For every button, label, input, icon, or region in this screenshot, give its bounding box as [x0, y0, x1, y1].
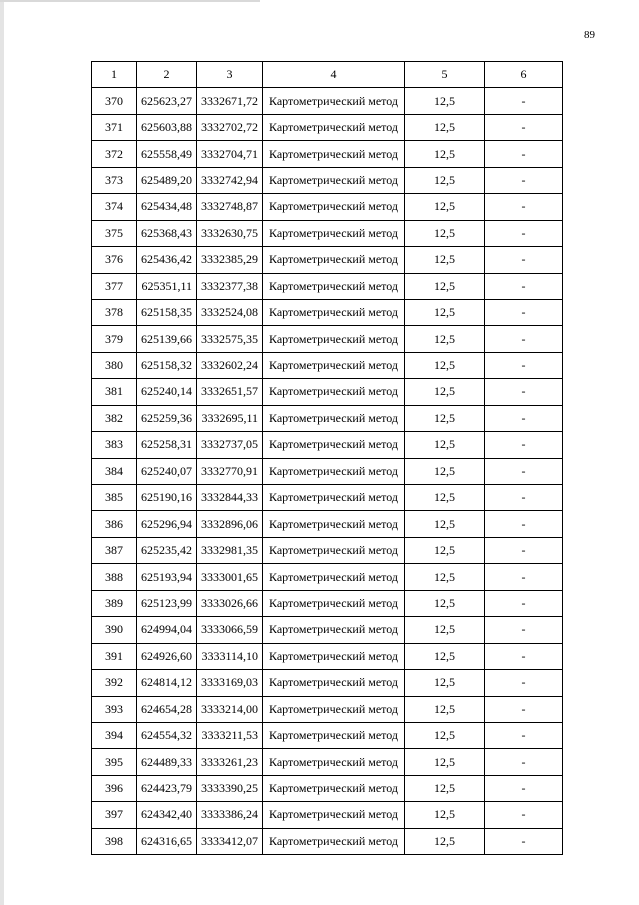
accuracy-cell: 12,5 [405, 485, 485, 511]
x-coordinate-cell: 624316,65 [137, 828, 197, 854]
y-coordinate-cell: 3332651,57 [197, 379, 263, 405]
x-coordinate-cell: 624814,12 [137, 670, 197, 696]
y-coordinate-cell: 3332896,06 [197, 511, 263, 537]
note-cell: - [485, 273, 563, 299]
note-cell: - [485, 511, 563, 537]
table-row [92, 220, 563, 246]
point-number-cell: 382 [92, 405, 137, 431]
point-number-cell: 371 [92, 114, 137, 140]
table-row [92, 299, 563, 325]
y-coordinate-cell: 3333261,23 [197, 749, 263, 775]
point-number-cell: 389 [92, 590, 137, 616]
y-coordinate-cell: 3332770,91 [197, 458, 263, 484]
table-row [92, 379, 563, 405]
point-number-cell: 388 [92, 564, 137, 590]
accuracy-cell: 12,5 [405, 379, 485, 405]
note-cell: - [485, 828, 563, 854]
table-row [92, 696, 563, 722]
note-cell: - [485, 220, 563, 246]
point-number-cell: 377 [92, 273, 137, 299]
method-cell: Картометрический метод [263, 379, 405, 405]
y-coordinate-cell: 3332671,72 [197, 88, 263, 114]
x-coordinate-cell: 624342,40 [137, 802, 197, 828]
scan-edge-shadow [0, 0, 4, 905]
x-coordinate-cell: 625158,32 [137, 352, 197, 378]
x-coordinate-cell: 625296,94 [137, 511, 197, 537]
table-row [92, 775, 563, 801]
note-cell: - [485, 88, 563, 114]
x-coordinate-cell: 625139,66 [137, 326, 197, 352]
note-cell: - [485, 564, 563, 590]
x-coordinate-cell: 625240,07 [137, 458, 197, 484]
method-cell: Картометрический метод [263, 828, 405, 854]
point-number-cell: 385 [92, 485, 137, 511]
note-cell: - [485, 696, 563, 722]
method-cell: Картометрический метод [263, 458, 405, 484]
x-coordinate-cell: 625259,36 [137, 405, 197, 431]
table-row [92, 167, 563, 193]
note-cell: - [485, 643, 563, 669]
y-coordinate-cell: 3332630,75 [197, 220, 263, 246]
accuracy-cell: 12,5 [405, 802, 485, 828]
x-coordinate-cell: 625123,99 [137, 590, 197, 616]
y-coordinate-cell: 3333169,03 [197, 670, 263, 696]
accuracy-cell: 12,5 [405, 643, 485, 669]
column-header: 5 [405, 62, 485, 88]
y-coordinate-cell: 3333114,10 [197, 643, 263, 669]
table-row [92, 802, 563, 828]
accuracy-cell: 12,5 [405, 590, 485, 616]
note-cell: - [485, 802, 563, 828]
accuracy-cell: 12,5 [405, 617, 485, 643]
x-coordinate-cell: 625240,14 [137, 379, 197, 405]
method-cell: Картометрический метод [263, 432, 405, 458]
note-cell: - [485, 458, 563, 484]
column-header: 6 [485, 62, 563, 88]
table-row [92, 141, 563, 167]
x-coordinate-cell: 625351,11 [137, 273, 197, 299]
method-cell: Картометрический метод [263, 141, 405, 167]
point-number-cell: 384 [92, 458, 137, 484]
method-cell: Картометрический метод [263, 749, 405, 775]
y-coordinate-cell: 3332981,35 [197, 537, 263, 563]
x-coordinate-cell: 625489,20 [137, 167, 197, 193]
x-coordinate-cell: 625623,27 [137, 88, 197, 114]
accuracy-cell: 12,5 [405, 299, 485, 325]
y-coordinate-cell: 3332695,11 [197, 405, 263, 431]
method-cell: Картометрический метод [263, 273, 405, 299]
method-cell: Картометрический метод [263, 88, 405, 114]
point-number-cell: 379 [92, 326, 137, 352]
point-number-cell: 372 [92, 141, 137, 167]
x-coordinate-cell: 625558,49 [137, 141, 197, 167]
y-coordinate-cell: 3332704,71 [197, 141, 263, 167]
note-cell: - [485, 352, 563, 378]
table-row [92, 273, 563, 299]
x-coordinate-cell: 624926,60 [137, 643, 197, 669]
method-cell: Картометрический метод [263, 802, 405, 828]
note-cell: - [485, 749, 563, 775]
table-row [92, 643, 563, 669]
x-coordinate-cell: 625193,94 [137, 564, 197, 590]
point-number-cell: 397 [92, 802, 137, 828]
point-number-cell: 383 [92, 432, 137, 458]
accuracy-cell: 12,5 [405, 167, 485, 193]
x-coordinate-cell: 625258,31 [137, 432, 197, 458]
y-coordinate-cell: 3332602,24 [197, 352, 263, 378]
page-number: 89 [584, 29, 595, 41]
scan-top-edge [0, 0, 260, 2]
accuracy-cell: 12,5 [405, 326, 485, 352]
method-cell: Картометрический метод [263, 405, 405, 431]
x-coordinate-cell: 624489,33 [137, 749, 197, 775]
accuracy-cell: 12,5 [405, 828, 485, 854]
method-cell: Картометрический метод [263, 537, 405, 563]
point-number-cell: 370 [92, 88, 137, 114]
accuracy-cell: 12,5 [405, 722, 485, 748]
coordinates-table [91, 61, 563, 855]
method-cell: Картометрический метод [263, 352, 405, 378]
x-coordinate-cell: 625436,42 [137, 247, 197, 273]
point-number-cell: 380 [92, 352, 137, 378]
point-number-cell: 376 [92, 247, 137, 273]
accuracy-cell: 12,5 [405, 537, 485, 563]
y-coordinate-cell: 3332377,38 [197, 273, 263, 299]
accuracy-cell: 12,5 [405, 220, 485, 246]
y-coordinate-cell: 3333390,25 [197, 775, 263, 801]
accuracy-cell: 12,5 [405, 141, 485, 167]
column-header: 2 [137, 62, 197, 88]
table-row [92, 405, 563, 431]
y-coordinate-cell: 3333214,00 [197, 696, 263, 722]
method-cell: Картометрический метод [263, 617, 405, 643]
table-row [92, 326, 563, 352]
method-cell: Картометрический метод [263, 696, 405, 722]
accuracy-cell: 12,5 [405, 273, 485, 299]
method-cell: Картометрический метод [263, 220, 405, 246]
point-number-cell: 387 [92, 537, 137, 563]
note-cell: - [485, 590, 563, 616]
y-coordinate-cell: 3333066,59 [197, 617, 263, 643]
note-cell: - [485, 670, 563, 696]
y-coordinate-cell: 3332844,33 [197, 485, 263, 511]
point-number-cell: 381 [92, 379, 137, 405]
note-cell: - [485, 405, 563, 431]
method-cell: Картометрический метод [263, 194, 405, 220]
accuracy-cell: 12,5 [405, 696, 485, 722]
y-coordinate-cell: 3333026,66 [197, 590, 263, 616]
point-number-cell: 386 [92, 511, 137, 537]
table-row [92, 458, 563, 484]
point-number-cell: 378 [92, 299, 137, 325]
x-coordinate-cell: 625158,35 [137, 299, 197, 325]
note-cell: - [485, 485, 563, 511]
note-cell: - [485, 247, 563, 273]
table-row [92, 617, 563, 643]
note-cell: - [485, 114, 563, 140]
table-body [92, 88, 563, 855]
y-coordinate-cell: 3333412,07 [197, 828, 263, 854]
point-number-cell: 373 [92, 167, 137, 193]
method-cell: Картометрический метод [263, 167, 405, 193]
method-cell: Картометрический метод [263, 775, 405, 801]
table-row [92, 722, 563, 748]
point-number-cell: 396 [92, 775, 137, 801]
method-cell: Картометрический метод [263, 247, 405, 273]
x-coordinate-cell: 624994,04 [137, 617, 197, 643]
table-row [92, 88, 563, 114]
point-number-cell: 394 [92, 722, 137, 748]
x-coordinate-cell: 625368,43 [137, 220, 197, 246]
x-coordinate-cell: 625235,42 [137, 537, 197, 563]
y-coordinate-cell: 3332742,94 [197, 167, 263, 193]
point-number-cell: 391 [92, 643, 137, 669]
note-cell: - [485, 326, 563, 352]
x-coordinate-cell: 625434,48 [137, 194, 197, 220]
method-cell: Картометрический метод [263, 564, 405, 590]
method-cell: Картометрический метод [263, 114, 405, 140]
table-row [92, 247, 563, 273]
y-coordinate-cell: 3333386,24 [197, 802, 263, 828]
method-cell: Картометрический метод [263, 326, 405, 352]
accuracy-cell: 12,5 [405, 88, 485, 114]
method-cell: Картометрический метод [263, 722, 405, 748]
note-cell: - [485, 141, 563, 167]
note-cell: - [485, 617, 563, 643]
note-cell: - [485, 379, 563, 405]
table-row [92, 537, 563, 563]
table-row [92, 749, 563, 775]
note-cell: - [485, 775, 563, 801]
table-row [92, 432, 563, 458]
note-cell: - [485, 432, 563, 458]
note-cell: - [485, 722, 563, 748]
accuracy-cell: 12,5 [405, 511, 485, 537]
method-cell: Картометрический метод [263, 511, 405, 537]
y-coordinate-cell: 3333211,53 [197, 722, 263, 748]
table-row [92, 485, 563, 511]
column-header: 4 [263, 62, 405, 88]
accuracy-cell: 12,5 [405, 194, 485, 220]
method-cell: Картометрический метод [263, 643, 405, 669]
accuracy-cell: 12,5 [405, 749, 485, 775]
accuracy-cell: 12,5 [405, 775, 485, 801]
table-row [92, 194, 563, 220]
method-cell: Картометрический метод [263, 299, 405, 325]
y-coordinate-cell: 3332748,87 [197, 194, 263, 220]
point-number-cell: 398 [92, 828, 137, 854]
y-coordinate-cell: 3332575,35 [197, 326, 263, 352]
accuracy-cell: 12,5 [405, 564, 485, 590]
accuracy-cell: 12,5 [405, 458, 485, 484]
note-cell: - [485, 299, 563, 325]
x-coordinate-cell: 625190,16 [137, 485, 197, 511]
column-header: 1 [92, 62, 137, 88]
column-header: 3 [197, 62, 263, 88]
note-cell: - [485, 167, 563, 193]
accuracy-cell: 12,5 [405, 432, 485, 458]
accuracy-cell: 12,5 [405, 405, 485, 431]
table-header-row [92, 62, 563, 88]
x-coordinate-cell: 624654,28 [137, 696, 197, 722]
note-cell: - [485, 537, 563, 563]
y-coordinate-cell: 3333001,65 [197, 564, 263, 590]
table-row [92, 352, 563, 378]
accuracy-cell: 12,5 [405, 352, 485, 378]
point-number-cell: 375 [92, 220, 137, 246]
method-cell: Картометрический метод [263, 670, 405, 696]
x-coordinate-cell: 624554,32 [137, 722, 197, 748]
table-row [92, 564, 563, 590]
method-cell: Картометрический метод [263, 590, 405, 616]
method-cell: Картометрический метод [263, 485, 405, 511]
table-row [92, 670, 563, 696]
point-number-cell: 393 [92, 696, 137, 722]
x-coordinate-cell: 624423,79 [137, 775, 197, 801]
point-number-cell: 374 [92, 194, 137, 220]
x-coordinate-cell: 625603,88 [137, 114, 197, 140]
table-row [92, 828, 563, 854]
accuracy-cell: 12,5 [405, 247, 485, 273]
y-coordinate-cell: 3332385,29 [197, 247, 263, 273]
table-row [92, 114, 563, 140]
accuracy-cell: 12,5 [405, 114, 485, 140]
note-cell: - [485, 194, 563, 220]
y-coordinate-cell: 3332737,05 [197, 432, 263, 458]
table-row [92, 590, 563, 616]
point-number-cell: 392 [92, 670, 137, 696]
y-coordinate-cell: 3332524,08 [197, 299, 263, 325]
point-number-cell: 395 [92, 749, 137, 775]
accuracy-cell: 12,5 [405, 670, 485, 696]
y-coordinate-cell: 3332702,72 [197, 114, 263, 140]
point-number-cell: 390 [92, 617, 137, 643]
table-row [92, 511, 563, 537]
